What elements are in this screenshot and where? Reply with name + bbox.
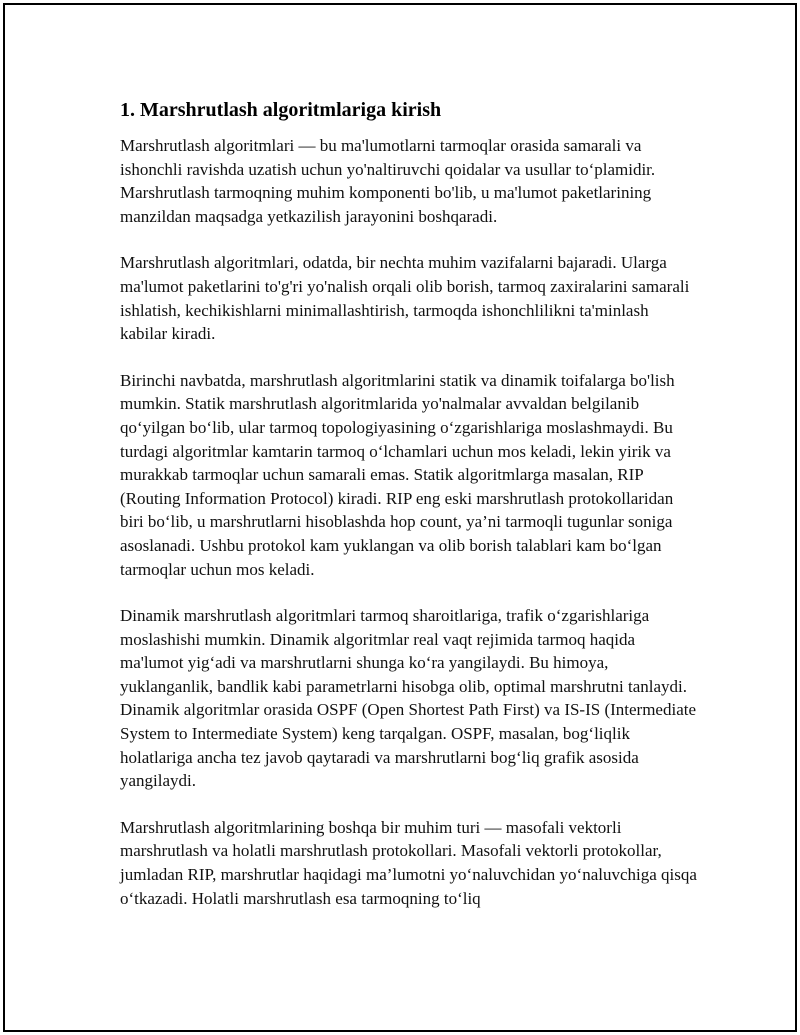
page [3, 3, 797, 1032]
paragraph-1: Marshrutlash algoritmlari — bu ma'lumotlarni tarmoqlar orasida samarali va ishonchli ravishda uzatish uchun yo'naltiruvchi qoidalar va usullar to‘plamidir. Marshrutlash tarmoqning muhim komponenti bo'lib, u ma'lumot paketlarining manzildan maqsadga yetkazilish jarayonini boshqaradi. [120, 136, 656, 226]
paragraph-4: Dinamik marshrutlash algoritmlari tarmoq sharoitlariga, trafik o‘zgarishlariga moslashishi mumkin. Dinamik algoritmlar real vaqt rejimida tarmoq haqida ma'lumot yig‘adi va marshrutlarni shunga ko‘ra yangilaydi. Bu himoya, yuklanganlik, bandlik kabi parametrlarni hisobga olib, optimal marshrutni tanlaydi. Dinamik algoritmlar orasida OSPF (Open Shortest Path First) va IS-IS (Intermediate System to Intermediate System) keng tarqalgan. OSPF, masalan, bog‘liqlik holatlariga ancha tez javob qaytaradi va marshrutlarni bog‘liq grafik asosida yangilaydi. [120, 606, 697, 791]
document-body [120, 97, 700, 933]
paragraph-5: Marshrutlash algoritmlarining boshqa bir muhim turi — masofali vektorli marshrutlash va holatli marshrutlash protokollari. Masofali vektorli protokollar, jumladan RIP, marshrutlar haqidagi ma’lumotni yo‘naluvchidan yo‘naluvchiga qisqa o‘tkazadi. Holatli marshrutlash esa tarmoqning to‘liq [120, 817, 697, 908]
paragraph-3: Birinchi navbatda, marshrutlash algoritmlarini statik va dinamik toifalarga bo'lish mumkin. Statik marshrutlash algoritmlarida yo'nalmalar avvaldan belgilanib qo‘yilgan bo‘lib, ular tarmoq topologiyasining o‘zgarishlariga moslashmaydi. Bu turdagi algoritmlar kamtarin tarmoq o‘lchamlari uchun mos keladi, lekin yirik va murakkab tarmoqlar uchun samarali emas. Statik algoritmlarga masalan, RIP (Routing Information Protocol) kiradi. RIP eng eski marshrutlash protokollaridan biri bo‘lib, u marshrutlarni hisoblashda hop count, ya’ni tarmoqli tugunlar soniga asoslanadi. Ushbu protokol kam yuklangan va olib borish talablari kam bo‘lgan tarmoqlar uchun mos keladi. [120, 370, 675, 579]
paragraph-2: Marshrutlash algoritmlari, odatda, bir nechta muhim vazifalarni bajaradi. Ularga ma'lumot paketlarini to'g'ri yo'nalish orqali olib borish, tarmoq zaxiralarini samarali ishlatish, kechikishlarni minimallashtirish, tarmoqda ishonchlilikni ta'minlash kabilar kiradi. [120, 253, 690, 344]
section-heading: 1. Marshrutlash algoritmlariga kirish [120, 99, 442, 121]
